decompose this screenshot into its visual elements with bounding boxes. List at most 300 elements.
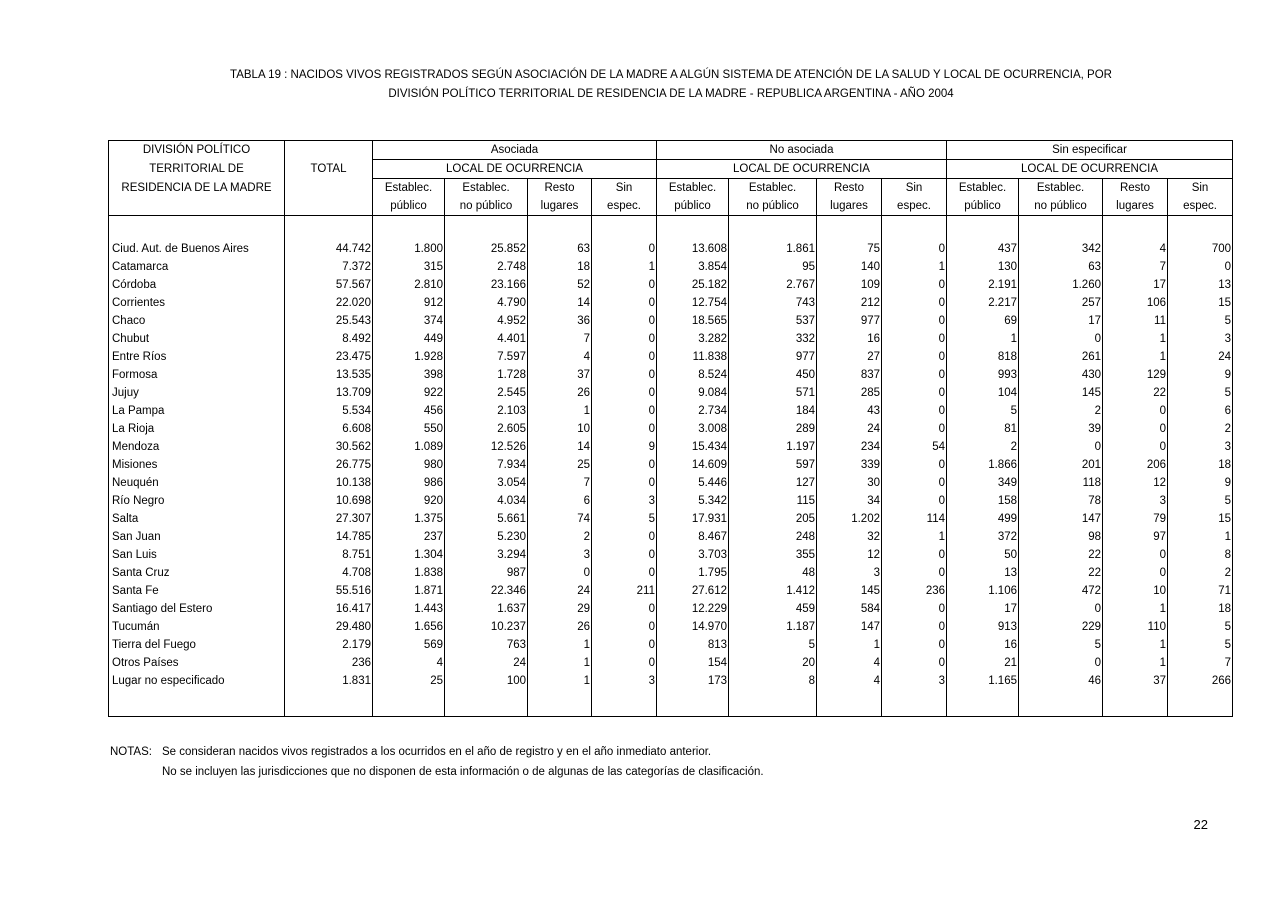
table-cell: 1 bbox=[1103, 348, 1168, 366]
table-cell: 22 bbox=[1019, 564, 1103, 582]
table-cell: 5 bbox=[592, 510, 657, 528]
table-cell: 1.871 bbox=[373, 582, 445, 600]
table-cell: 0 bbox=[882, 420, 947, 438]
table-cell: 206 bbox=[1103, 456, 1168, 474]
table-row bbox=[109, 564, 1233, 582]
table-cell: 36 bbox=[528, 312, 592, 330]
table-cell: 15 bbox=[1168, 510, 1233, 528]
table-cell: 46 bbox=[1019, 672, 1103, 690]
table-cell: 25 bbox=[528, 456, 592, 474]
table-cell: 57.567 bbox=[285, 276, 373, 294]
table-cell: 2 bbox=[947, 438, 1019, 456]
table-cell: 5.342 bbox=[657, 492, 729, 510]
table-cell: 342 bbox=[1019, 240, 1103, 258]
table-cell: 3.703 bbox=[657, 546, 729, 564]
table-cell: 147 bbox=[817, 618, 882, 636]
table-cell: 332 bbox=[729, 330, 817, 348]
table-cell: 1.928 bbox=[373, 348, 445, 366]
table-cell: 1.375 bbox=[373, 510, 445, 528]
table-cell: 0 bbox=[592, 564, 657, 582]
header-group-asociada: Asociada bbox=[373, 141, 657, 160]
table-header bbox=[109, 141, 1233, 216]
table-cell: 54 bbox=[882, 438, 947, 456]
header-sub-establec-publico: Establec. bbox=[947, 179, 1019, 198]
table-cell: 0 bbox=[882, 366, 947, 384]
table-row bbox=[109, 420, 1233, 438]
header-sub-resto: Resto bbox=[528, 179, 592, 198]
table-cell: 5 bbox=[1168, 636, 1233, 654]
table-row bbox=[109, 276, 1233, 294]
table-cell: 0 bbox=[592, 456, 657, 474]
header-sub-establec-no-publico: Establec. bbox=[729, 179, 817, 198]
table-cell: 1.800 bbox=[373, 240, 445, 258]
header-division-line-3: RESIDENCIA DE LA MADRE bbox=[121, 181, 272, 194]
table-cell: 315 bbox=[373, 258, 445, 276]
table-cell: 0 bbox=[592, 294, 657, 312]
table-cell: 0 bbox=[1103, 420, 1168, 438]
table-cell: 27.307 bbox=[285, 510, 373, 528]
table-cell: 30.562 bbox=[285, 438, 373, 456]
table-cell: 8.467 bbox=[657, 528, 729, 546]
table-cell: 584 bbox=[817, 600, 882, 618]
table-cell: 106 bbox=[1103, 294, 1168, 312]
table-cell: 237 bbox=[373, 528, 445, 546]
table-cell: 8.524 bbox=[657, 366, 729, 384]
table-cell: 147 bbox=[1019, 510, 1103, 528]
table-cell: 993 bbox=[947, 366, 1019, 384]
header-sub-lugares: lugares bbox=[528, 197, 592, 216]
table-cell: 9 bbox=[1168, 474, 1233, 492]
table-cell: 17 bbox=[1019, 312, 1103, 330]
table-cell: 23.475 bbox=[285, 348, 373, 366]
table-title-line-1: TABLA 19 : NACIDOS VIVOS REGISTRADOS SEGÚN ASOCIACIÓN DE LA MADRE A ALGÚN SISTEMA DE ATENCIÓN DE LA SALUD Y LOCAL DE OCURRENCIA, POR bbox=[230, 69, 1112, 81]
header-group-sin-especificar: Sin especificar bbox=[947, 141, 1233, 160]
table-cell: 1 bbox=[528, 654, 592, 672]
header-sub-no-publico: no público bbox=[729, 197, 817, 216]
table-cell: 3 bbox=[882, 672, 947, 690]
table-cell: 920 bbox=[373, 492, 445, 510]
table-cell: 437 bbox=[947, 240, 1019, 258]
table-cell: 374 bbox=[373, 312, 445, 330]
table-cell: 2 bbox=[528, 528, 592, 546]
table-cell: 14.785 bbox=[285, 528, 373, 546]
table-cell: 27 bbox=[817, 348, 882, 366]
table-cell: 29 bbox=[528, 600, 592, 618]
table-cell: 1 bbox=[1168, 528, 1233, 546]
table-row bbox=[109, 492, 1233, 510]
table-cell: 2 bbox=[1168, 564, 1233, 582]
table-cell: 7 bbox=[528, 474, 592, 492]
table-cell: 9 bbox=[592, 438, 657, 456]
table-cell: 0 bbox=[882, 402, 947, 420]
table-cell: 3.054 bbox=[445, 474, 528, 492]
table-cell: 6.608 bbox=[285, 420, 373, 438]
table-cell: 52 bbox=[528, 276, 592, 294]
table-cell: 355 bbox=[729, 546, 817, 564]
table-cell: 1.637 bbox=[445, 600, 528, 618]
row-division-name: La Rioja bbox=[112, 423, 155, 435]
header-total: TOTAL bbox=[285, 160, 373, 179]
table-cell: 0 bbox=[1103, 564, 1168, 582]
table-cell: 763 bbox=[445, 636, 528, 654]
table-cell: 78 bbox=[1019, 492, 1103, 510]
table-cell: 1 bbox=[1103, 600, 1168, 618]
table-cell: 205 bbox=[729, 510, 817, 528]
table-cell: 22 bbox=[1019, 546, 1103, 564]
table-cell: 234 bbox=[817, 438, 882, 456]
table-cell: 1.728 bbox=[445, 366, 528, 384]
table-row bbox=[109, 348, 1233, 366]
table-cell: 14 bbox=[528, 438, 592, 456]
table-cell: 980 bbox=[373, 456, 445, 474]
table-cell: 7 bbox=[528, 330, 592, 348]
table-cell: 0 bbox=[592, 330, 657, 348]
table-cell: 398 bbox=[373, 366, 445, 384]
table-cell: 5.446 bbox=[657, 474, 729, 492]
table-cell: 211 bbox=[592, 582, 657, 600]
table-cell: 0 bbox=[882, 618, 947, 636]
table-cell: 1 bbox=[882, 528, 947, 546]
table-cell: 3.294 bbox=[445, 546, 528, 564]
table-cell: 0 bbox=[592, 240, 657, 258]
table-cell: 0 bbox=[592, 654, 657, 672]
table-cell: 16 bbox=[817, 330, 882, 348]
row-division-name: Mendoza bbox=[112, 441, 160, 453]
table-cell: 158 bbox=[947, 492, 1019, 510]
table-cell: 248 bbox=[729, 528, 817, 546]
table-cell: 25.182 bbox=[657, 276, 729, 294]
table-cell: 1.795 bbox=[657, 564, 729, 582]
table-row bbox=[109, 510, 1233, 528]
table-cell: 913 bbox=[947, 618, 1019, 636]
table-cell: 1.165 bbox=[947, 672, 1019, 690]
table-cell: 1.443 bbox=[373, 600, 445, 618]
row-division-name: Neuquén bbox=[112, 477, 159, 489]
header-sub-establec-publico: Establec. bbox=[657, 179, 729, 198]
table-cell: 14.609 bbox=[657, 456, 729, 474]
table-cell: 0 bbox=[882, 546, 947, 564]
table-title-line-2: DIVISIÓN POLÍTICO TERRITORIAL DE RESIDENCIA DE LA MADRE - REPUBLICA ARGENTINA - AÑO 2004 bbox=[388, 88, 954, 100]
table-cell: 15 bbox=[1168, 294, 1233, 312]
table-cell: 22.020 bbox=[285, 294, 373, 312]
table-row bbox=[109, 240, 1233, 258]
header-sub-sin: Sin bbox=[1168, 179, 1233, 198]
table-cell: 4.708 bbox=[285, 564, 373, 582]
header-sub-establec-publico: Establec. bbox=[373, 179, 445, 198]
table-cell: 145 bbox=[1019, 384, 1103, 402]
table-cell: 1 bbox=[947, 330, 1019, 348]
table-cell: 26.775 bbox=[285, 456, 373, 474]
table-cell: 0 bbox=[1019, 438, 1103, 456]
row-division-name: Lugar no especificado bbox=[112, 675, 225, 687]
table-cell: 987 bbox=[445, 564, 528, 582]
table-cell: 127 bbox=[729, 474, 817, 492]
table-cell: 69 bbox=[947, 312, 1019, 330]
table-cell: 95 bbox=[729, 258, 817, 276]
table-cell: 10.698 bbox=[285, 492, 373, 510]
table-cell: 2.605 bbox=[445, 420, 528, 438]
table-cell: 3 bbox=[817, 564, 882, 582]
header-sub-espec: espec. bbox=[1168, 197, 1233, 216]
table-cell: 1.202 bbox=[817, 510, 882, 528]
table-cell: 4 bbox=[817, 672, 882, 690]
table-cell: 0 bbox=[882, 456, 947, 474]
table-cell: 4.034 bbox=[445, 492, 528, 510]
table-cell: 2 bbox=[1168, 420, 1233, 438]
table-cell: 285 bbox=[817, 384, 882, 402]
header-sub-publico: público bbox=[373, 197, 445, 216]
table-cell: 236 bbox=[882, 582, 947, 600]
table-cell: 0 bbox=[1103, 402, 1168, 420]
table-cell: 229 bbox=[1019, 618, 1103, 636]
table-cell: 5 bbox=[1168, 384, 1233, 402]
table-cell: 8.751 bbox=[285, 546, 373, 564]
table-cell: 8.492 bbox=[285, 330, 373, 348]
table-row bbox=[109, 582, 1233, 600]
table-cell: 129 bbox=[1103, 366, 1168, 384]
table-cell: 0 bbox=[592, 384, 657, 402]
table-cell: 430 bbox=[1019, 366, 1103, 384]
table-cell: 1 bbox=[592, 258, 657, 276]
table-cell: 2.103 bbox=[445, 402, 528, 420]
table-cell: 3 bbox=[1168, 330, 1233, 348]
header-sub-establec-no-publico: Establec. bbox=[1019, 179, 1103, 198]
table-cell: 499 bbox=[947, 510, 1019, 528]
table-cell: 9 bbox=[1168, 366, 1233, 384]
table-cell: 16.417 bbox=[285, 600, 373, 618]
table-cell: 22.346 bbox=[445, 582, 528, 600]
row-division-name: Salta bbox=[112, 513, 139, 525]
table-cell: 837 bbox=[817, 366, 882, 384]
table-cell: 5 bbox=[947, 402, 1019, 420]
table-cell: 818 bbox=[947, 348, 1019, 366]
row-division-name: San Juan bbox=[112, 531, 161, 543]
table-cell: 236 bbox=[285, 654, 373, 672]
row-division-name: Catamarca bbox=[112, 261, 169, 273]
table-cell: 912 bbox=[373, 294, 445, 312]
table-cell: 456 bbox=[373, 402, 445, 420]
table-cell: 50 bbox=[947, 546, 1019, 564]
table-cell: 7.597 bbox=[445, 348, 528, 366]
note-line-2: No se incluyen las jurisdicciones que no disponen de esta información o de algunas de las categorías de clasificación. bbox=[162, 766, 764, 778]
table-cell: 0 bbox=[882, 564, 947, 582]
table-row bbox=[109, 294, 1233, 312]
table-cell: 0 bbox=[882, 240, 947, 258]
table-cell: 24 bbox=[445, 654, 528, 672]
table-cell: 81 bbox=[947, 420, 1019, 438]
page-number: 22 bbox=[1193, 817, 1208, 832]
table-cell: 1.187 bbox=[729, 618, 817, 636]
table-cell: 0 bbox=[882, 636, 947, 654]
table-cell: 1 bbox=[528, 672, 592, 690]
row-division-name: Ciud. Aut. de Buenos Aires bbox=[112, 243, 249, 255]
table-cell: 75 bbox=[817, 240, 882, 258]
table-cell: 2.545 bbox=[445, 384, 528, 402]
table-cell: 20 bbox=[729, 654, 817, 672]
table-cell: 0 bbox=[592, 546, 657, 564]
table-row bbox=[109, 366, 1233, 384]
table-cell: 0 bbox=[882, 600, 947, 618]
row-division-name: Jujuy bbox=[112, 387, 139, 399]
table-cell: 0 bbox=[882, 312, 947, 330]
table-cell: 0 bbox=[592, 402, 657, 420]
table-row bbox=[109, 258, 1233, 276]
table-cell: 24 bbox=[528, 582, 592, 600]
table-cell: 459 bbox=[729, 600, 817, 618]
row-division-name: La Pampa bbox=[112, 405, 165, 417]
header-sub-resto: Resto bbox=[817, 179, 882, 198]
table-cell: 13 bbox=[947, 564, 1019, 582]
table-cell: 30 bbox=[817, 474, 882, 492]
table-cell: 597 bbox=[729, 456, 817, 474]
table-cell: 0 bbox=[882, 492, 947, 510]
row-division-name: Santiago del Estero bbox=[112, 603, 213, 615]
table-cell: 986 bbox=[373, 474, 445, 492]
table-cell: 37 bbox=[528, 366, 592, 384]
table-cell: 7.372 bbox=[285, 258, 373, 276]
table-cell: 140 bbox=[817, 258, 882, 276]
table-cell: 37 bbox=[1103, 672, 1168, 690]
table-cell: 5.661 bbox=[445, 510, 528, 528]
table-cell: 1 bbox=[1103, 654, 1168, 672]
table-cell: 449 bbox=[373, 330, 445, 348]
row-division-name: Río Negro bbox=[112, 495, 165, 507]
table-cell: 0 bbox=[882, 294, 947, 312]
table-cell: 1.197 bbox=[729, 438, 817, 456]
table-cell: 14.970 bbox=[657, 618, 729, 636]
table-cell: 0 bbox=[882, 276, 947, 294]
header-sub-lugares: lugares bbox=[1103, 197, 1168, 216]
table-cell: 0 bbox=[592, 636, 657, 654]
table-cell: 44.742 bbox=[285, 240, 373, 258]
table-cell: 25 bbox=[373, 672, 445, 690]
table-cell: 1 bbox=[528, 402, 592, 420]
table-cell: 12.526 bbox=[445, 438, 528, 456]
table-cell: 1.838 bbox=[373, 564, 445, 582]
table-cell: 17.931 bbox=[657, 510, 729, 528]
table-cell: 145 bbox=[817, 582, 882, 600]
row-division-name: Formosa bbox=[112, 369, 158, 381]
table-cell: 12.754 bbox=[657, 294, 729, 312]
table-cell: 8 bbox=[729, 672, 817, 690]
table-cell: 32 bbox=[817, 528, 882, 546]
table-cell: 1.831 bbox=[285, 672, 373, 690]
table-cell: 0 bbox=[882, 330, 947, 348]
table-cell: 74 bbox=[528, 510, 592, 528]
header-sub-establec-no-publico: Establec. bbox=[445, 179, 528, 198]
table-cell: 110 bbox=[1103, 618, 1168, 636]
table-cell: 18 bbox=[528, 258, 592, 276]
births-table bbox=[108, 140, 1233, 717]
table-cell: 13.608 bbox=[657, 240, 729, 258]
table-cell: 5 bbox=[1168, 618, 1233, 636]
table-cell: 0 bbox=[1019, 654, 1103, 672]
table-row bbox=[109, 402, 1233, 420]
table-row bbox=[109, 312, 1233, 330]
table-row bbox=[109, 654, 1233, 672]
table-cell: 11.838 bbox=[657, 348, 729, 366]
table-cell: 1.656 bbox=[373, 618, 445, 636]
table-cell: 1 bbox=[1103, 330, 1168, 348]
table-cell: 3.282 bbox=[657, 330, 729, 348]
table-cell: 7 bbox=[1168, 654, 1233, 672]
table-cell: 79 bbox=[1103, 510, 1168, 528]
table-cell: 3 bbox=[592, 492, 657, 510]
table-cell: 1.412 bbox=[729, 582, 817, 600]
row-division-name: Entre Ríos bbox=[112, 351, 167, 363]
table-cell: 289 bbox=[729, 420, 817, 438]
row-division-name: Tucumán bbox=[112, 621, 160, 633]
table-cell: 115 bbox=[729, 492, 817, 510]
table-row bbox=[109, 384, 1233, 402]
table-cell: 0 bbox=[592, 276, 657, 294]
note-line-1: Se consideran nacidos vivos registrados a los ocurridos en el año de registro y en el año inmediato anterior. bbox=[162, 746, 712, 758]
table-cell: 1.260 bbox=[1019, 276, 1103, 294]
header-local-sin-especificar: LOCAL DE OCURRENCIA bbox=[947, 160, 1233, 179]
table-cell: 372 bbox=[947, 528, 1019, 546]
header-sub-lugares: lugares bbox=[817, 197, 882, 216]
table-cell: 0 bbox=[592, 348, 657, 366]
table-cell: 0 bbox=[1019, 600, 1103, 618]
table-cell: 1 bbox=[1103, 636, 1168, 654]
table-row bbox=[109, 672, 1233, 690]
table-cell: 48 bbox=[729, 564, 817, 582]
table-cell: 0 bbox=[592, 600, 657, 618]
table-cell: 3 bbox=[1103, 492, 1168, 510]
table-cell: 24 bbox=[1168, 348, 1233, 366]
row-division-name: Tierra del Fuego bbox=[112, 639, 196, 651]
table-cell: 201 bbox=[1019, 456, 1103, 474]
row-division-name: Corrientes bbox=[112, 297, 166, 309]
table-cell: 10.237 bbox=[445, 618, 528, 636]
table-cell: 18 bbox=[1168, 456, 1233, 474]
table-cell: 3 bbox=[1168, 438, 1233, 456]
header-group-no-asociada: No asociada bbox=[657, 141, 947, 160]
header-local-no-asociada: LOCAL DE OCURRENCIA bbox=[657, 160, 947, 179]
table-cell: 1.866 bbox=[947, 456, 1019, 474]
table-cell: 10 bbox=[528, 420, 592, 438]
table-cell: 4 bbox=[528, 348, 592, 366]
table-cell: 24 bbox=[817, 420, 882, 438]
notes-label: NOTAS: bbox=[110, 746, 152, 758]
table-cell: 100 bbox=[445, 672, 528, 690]
table-cell: 2.748 bbox=[445, 258, 528, 276]
table-cell: 27.612 bbox=[657, 582, 729, 600]
table-row bbox=[109, 618, 1233, 636]
table-cell: 12 bbox=[1103, 474, 1168, 492]
header-division-line-2: TERRITORIAL DE bbox=[149, 163, 244, 175]
table-cell: 813 bbox=[657, 636, 729, 654]
table-cell: 339 bbox=[817, 456, 882, 474]
table-cell: 2.191 bbox=[947, 276, 1019, 294]
table-cell: 0 bbox=[1019, 330, 1103, 348]
table-cell: 5.534 bbox=[285, 402, 373, 420]
table-cell: 104 bbox=[947, 384, 1019, 402]
table-row bbox=[109, 474, 1233, 492]
table-cell: 130 bbox=[947, 258, 1019, 276]
table-cell: 0 bbox=[1103, 546, 1168, 564]
table-cell: 17 bbox=[947, 600, 1019, 618]
table-cell: 12.229 bbox=[657, 600, 729, 618]
table-cell: 34 bbox=[817, 492, 882, 510]
table-cell: 2.734 bbox=[657, 402, 729, 420]
table-cell: 569 bbox=[373, 636, 445, 654]
table-cell: 1.106 bbox=[947, 582, 1019, 600]
table-row bbox=[109, 528, 1233, 546]
row-division-name: Santa Fe bbox=[112, 585, 159, 597]
header-local-asociada: LOCAL DE OCURRENCIA bbox=[373, 160, 657, 179]
table-cell: 109 bbox=[817, 276, 882, 294]
